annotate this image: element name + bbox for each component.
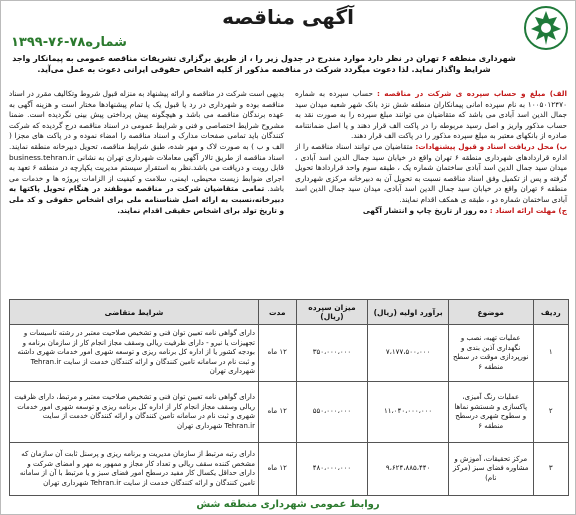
- tender-subject: عملیات رنگ آمیزی، پاکسازی و شستشو نماها و سطوح شهری درسطح منطقه ۶: [448, 382, 533, 443]
- mandatory-documents-text: تمامی متقاضیان شرکت در مناقصه موظفند در هنگام تحویل پاکتها به دبیرخانه،نسبت به ارائه اصل شناسنامه ملی برای اشخاص حقوقی و کد ملی و تاریخ تولد برای اشخاص حقیقی اقدام نمایند.: [9, 184, 284, 215]
- section-a-title: الف) مبلغ و حساب سپرده ی شرکت در مناقصه :: [377, 89, 567, 98]
- deposit-amount: ۴۸۰،۰۰۰،۰۰۰: [296, 443, 368, 496]
- table-row: [10, 382, 569, 443]
- left-column: [9, 89, 284, 216]
- public-relations-footer: روابط عمومی شهرداری منطقه شش: [196, 499, 380, 510]
- table-row: [10, 325, 569, 382]
- applicant-conditions: دارای گواهی نامه تعیین توان فنی و تشخیص صلاحیت معتبر در رشته تاسیسات و تجهیزات یا نیرو - دارای ظرفیت ریالی وسقف مجاز انجام کار از سازمان برنامه و بودجه کشور یا از اداره کل برنامه ریزی و توسعه شهری امور خدمات شهری داشته و ثبت نام در سامانه تامین کنندگان و ارائه کنندگان خدمت از سایت Tehran.ir شهرداری تهران: [10, 325, 259, 382]
- applicant-conditions: دارای گواهی نامه تعیین توان فنی و تشخیص صلاحیت معتبر و مرتبط، دارای ظرفیت ریالی وسقف مجاز انجام کار از اداره کل برنامه ریزی و توسعه شهری امور خدمات شهری و ثبت نام در سامانه تامین کنندگان و ارائه کنندگان خدمت از سایت Tehran.ir شهرداری تهران: [10, 382, 259, 443]
- initial-estimate: ۷،۱۷۷،۵۰۰،۰۰۰: [368, 325, 448, 382]
- applicant-conditions: دارای رتبه مرتبط از سازمان مدیریت و برنامه ریزی و پرسنل ثابت آن سازمان که مشخص کننده سقف ریالی و تعداد کار مجاز و ممهور به مهر و امضای شرکت و دارای حداقل یکسال کار مفید درسطح امور فضای سبز و یا مرتبط با آن از سامانه تامین کنندگان و ارائه کنندگان خدمت از سایت Tehran.ir شهرداری تهران: [10, 443, 259, 496]
- section-c-title: ج) مهلت ارائه اسناد :: [489, 205, 567, 215]
- row-number: ۲: [533, 382, 568, 443]
- notice-intro: شهرداری منطقه ۶ تهران در نظر دارد موارد مندرج در جدول زیر را ، از طریق برگزاری تشریفات مناقصه عمومی به پیمانکار واجد شرایط واگذار نماید. لذا دعوت میگردد شرکت در مناقصه مذکور از کلیه اشخاص حقوقی ایرانی دعوت به عمل می‌آید.: [12, 54, 516, 74]
- header-estimate: برآورد اولیه (ریال): [368, 300, 448, 325]
- header-conditions: شرایط متقاضی: [10, 300, 259, 325]
- deposit-amount: ۵۵۰،۰۰۰،۰۰۰: [296, 382, 368, 443]
- initial-estimate: ۱۱،۰۴۰،۰۰۰،۰۰۰: [368, 382, 448, 443]
- header-deposit: میزان سپرده (ریال): [296, 300, 368, 325]
- header-duration: مدت: [258, 300, 296, 325]
- general-conditions-text: بدیهی است شرکت در مناقصه و ارائه پیشنهاد به منزله قبول شروط وتکالیف مقرر در اسناد مناقصه بوده و شهرداری در رد یا قبول یک یا تمام پیشنهادها مختار است و هزینه آگهی به عهده برندگان مناقصه می باشد و هیچگونه پیش پرداختی پیش بینی نگردیده است. ضمنا مشروح شرایط اختصاصی و فنی و شرایط عمومی در اسناد مناقصه درج گردیده که شرکت کنندگان باید تمامی صفحات مدارک و اسناد مناقصه را امضاء نموده و در پاکت های مجزا ( الف و ب ) به صورت لاک و مهر شده، طبق شرایط مناقصه، تحویل دبیرخانه منطقه نمایند. اسناد مناقصه از طریق تالار آگهی معاملات شهرداری تهران به نشانی business.tehran.ir قابل رویت و دریافت می باشد.نظر به استقرار سیستم مدیریت یکپارچه در منطقه ۶ تعهد به اجرای ضوابط زیست محیطی، ایمنی، سلامت و کیفیت از الزامات پروژه ها و خدمات می باشد.: [9, 89, 284, 194]
- tender-subject: مرکز تحقیقات، آموزش و مشاوره فضای سبز (مرکز نام): [448, 443, 533, 496]
- row-number: ۳: [533, 443, 568, 496]
- notice-number: شماره۷۸-۷۶-۱۳۹۹: [11, 35, 127, 50]
- section-a-text: حساب سپرده به شماره ۱۰۰۵۰۱۲۴۷۰ به نام سپرده امانی پیمانکاران منطقه شش نزد بانک شهر شعبه میدان سید جمال الدین اسد آبادی می باشد که متقاضیان می توانند مبلغ سپرده را به صورت نقد به حساب مذکور واریز و اصل رسید مربوطه را در پاکت الف قرار دهند و یا اصل ضمانتنامه صادره از بانکهای معتبر به مبلغ سپرده مذکور را در پاکت الف قرار دهند.: [295, 89, 567, 141]
- header-subject: موضوع: [448, 300, 533, 325]
- row-number: ۱: [533, 325, 568, 382]
- right-column: [295, 89, 567, 216]
- contract-duration: ۱۲ ماه: [258, 325, 296, 382]
- deposit-amount: ۳۵۰،۰۰۰،۰۰۰: [296, 325, 368, 382]
- header-row-number: ردیف: [533, 300, 568, 325]
- tender-subject: عملیات تهیه، نصب و نگهداری آذین بندی و نورپردازی موقت در سطح منطقه ۶: [448, 325, 533, 382]
- section-b-text: متقاضیان می توانند اسناد مناقصه را از اداره قراردادهای شهرداری منطقه ۶ تهران واقع در خیابان سید جمال الدین اسد آبادی ، میدان سید جمال الدین اسد آبادی ساختمان شماره یک ، طبقه سوم واحد قراردادها تحویل گرفته و پس از تکمیل وفق اسناد مناقصه نسبت به تحویل آن به دبیرخانه مرکزی شهرداری منطقه ۶ تهران واقع در خیابان سید جمال الدین اسد آبادی، میدان سید جمال الدین اسد آبادی ساختمان شماره دو ، طبقه ی همکف اقدام نمایند.: [295, 141, 567, 204]
- contract-duration: ۱۲ ماه: [258, 443, 296, 496]
- tender-table: [9, 299, 569, 496]
- section-b-title: ب) محل دریافت اسناد و قبول پیشنهادات:: [415, 141, 567, 151]
- initial-estimate: ۹،۶۲۴،۸۸۵،۴۴۰: [368, 443, 448, 496]
- contract-duration: ۱۲ ماه: [258, 382, 296, 443]
- table-header-row: [10, 300, 569, 325]
- table-row: [10, 443, 569, 496]
- section-c-text: ده روز از تاریخ چاپ و انتشار آگهی: [362, 205, 488, 215]
- notice-title: آگهی مناقصه: [222, 5, 354, 29]
